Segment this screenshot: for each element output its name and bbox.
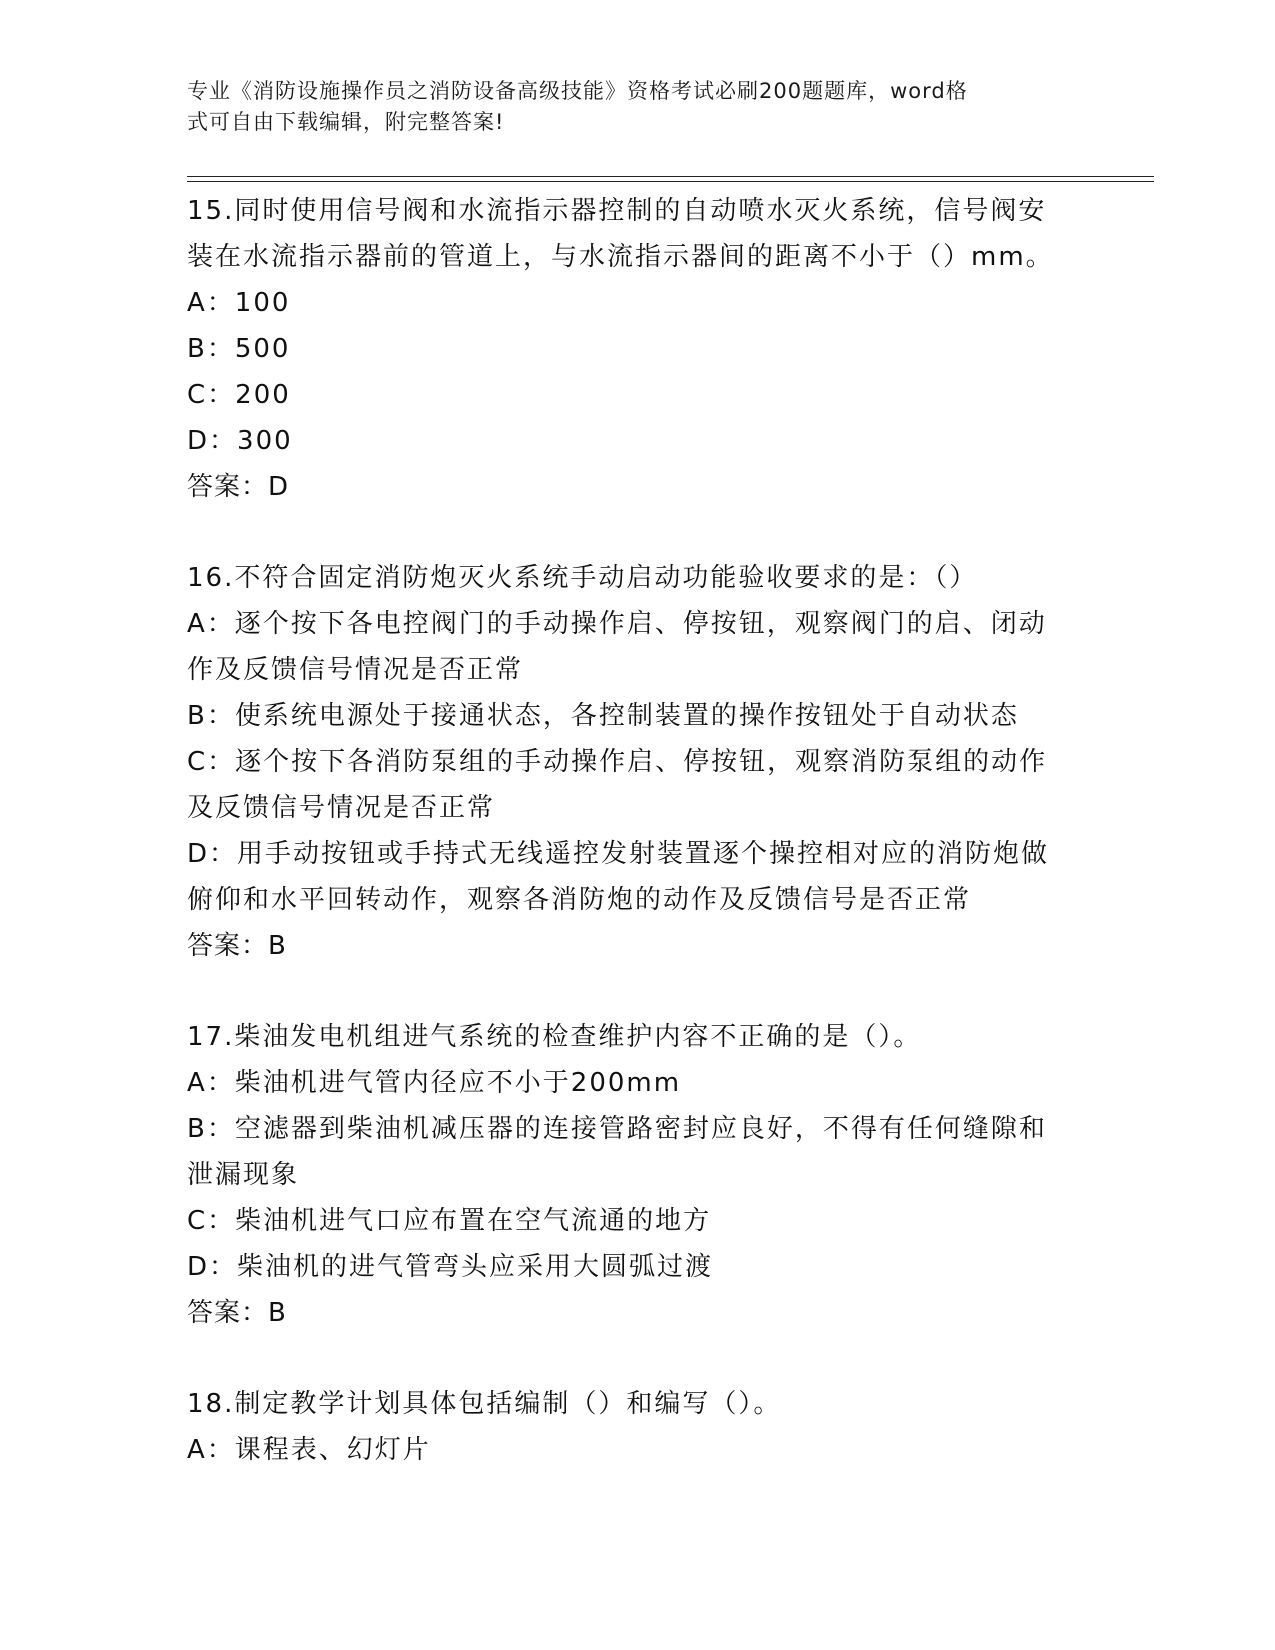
option-b: B：空滤器到柴油机减压器的连接管路密封应良好，不得有任何缝隙和 [187, 1114, 1047, 1144]
question-block [187, 555, 1087, 969]
question-spacer [187, 969, 1087, 1014]
question-spacer [187, 1336, 1087, 1381]
option-a: A：逐个按下各电控阀门的手动操作启、停按钮，观察阀门的启、闭动 [187, 609, 1047, 639]
option-d: D：300 [187, 426, 293, 456]
option-a: A：课程表、幻灯片 [187, 1435, 431, 1465]
option-a-continuation: 作及反馈信号情况是否正常 [187, 655, 524, 685]
option-c-continuation: 及反馈信号情况是否正常 [187, 793, 496, 823]
option-a: A：柴油机进气管内径应不小于200mm [187, 1068, 682, 1098]
header-line-1: 专业《消防设施操作员之消防设备高级技能》资格考试必刷200题题库，word格 [187, 79, 968, 103]
option-c: C：200 [187, 380, 291, 410]
question-stem-line: 15.同时使用信号阀和水流指示器控制的自动喷水灭火系统，信号阀安 [187, 196, 1047, 226]
question-block [187, 188, 1087, 510]
header-line-2: 式可自由下载编辑，附完整答案! [187, 110, 505, 134]
answer-line: 答案：B [187, 1298, 287, 1328]
option-c: C：柴油机进气口应布置在空气流通的地方 [187, 1206, 712, 1236]
option-d-continuation: 俯仰和水平回转动作，观察各消防炮的动作及反馈信号是否正常 [187, 885, 972, 915]
answer-line: 答案：B [187, 931, 287, 961]
question-list [187, 188, 1087, 1473]
answer-line: 答案：D [187, 472, 290, 502]
question-stem-line: 16.不符合固定消防炮灭火系统手动启动功能验收要求的是：（） [187, 563, 978, 593]
question-block [187, 1014, 1087, 1336]
option-b: B：使系统电源处于接通状态，各控制装置的操作按钮处于自动状态 [187, 701, 1019, 731]
question-stem-line: 装在水流指示器前的管道上，与水流指示器间的距离不小于（）mm。 [187, 242, 1054, 272]
option-a: A：100 [187, 288, 291, 318]
document-header [187, 76, 1067, 138]
question-stem-line: 18.制定教学计划具体包括编制（）和编写（）。 [187, 1389, 782, 1419]
header-divider-bottom [187, 181, 1154, 182]
question-stem-line: 17.柴油发电机组进气系统的检查维护内容不正确的是（）。 [187, 1022, 922, 1052]
question-spacer [187, 510, 1087, 555]
option-d: D：柴油机的进气管弯头应采用大圆弧过渡 [187, 1252, 714, 1282]
option-b-continuation: 泄漏现象 [187, 1160, 300, 1190]
option-c: C：逐个按下各消防泵组的手动操作启、停按钮，观察消防泵组的动作 [187, 747, 1048, 777]
question-block [187, 1381, 1087, 1473]
header-divider-top [187, 176, 1154, 177]
option-b: B：500 [187, 334, 291, 364]
option-d: D：用手动按钮或手持式无线遥控发射装置逐个操控相对应的消防炮做 [187, 839, 1050, 869]
